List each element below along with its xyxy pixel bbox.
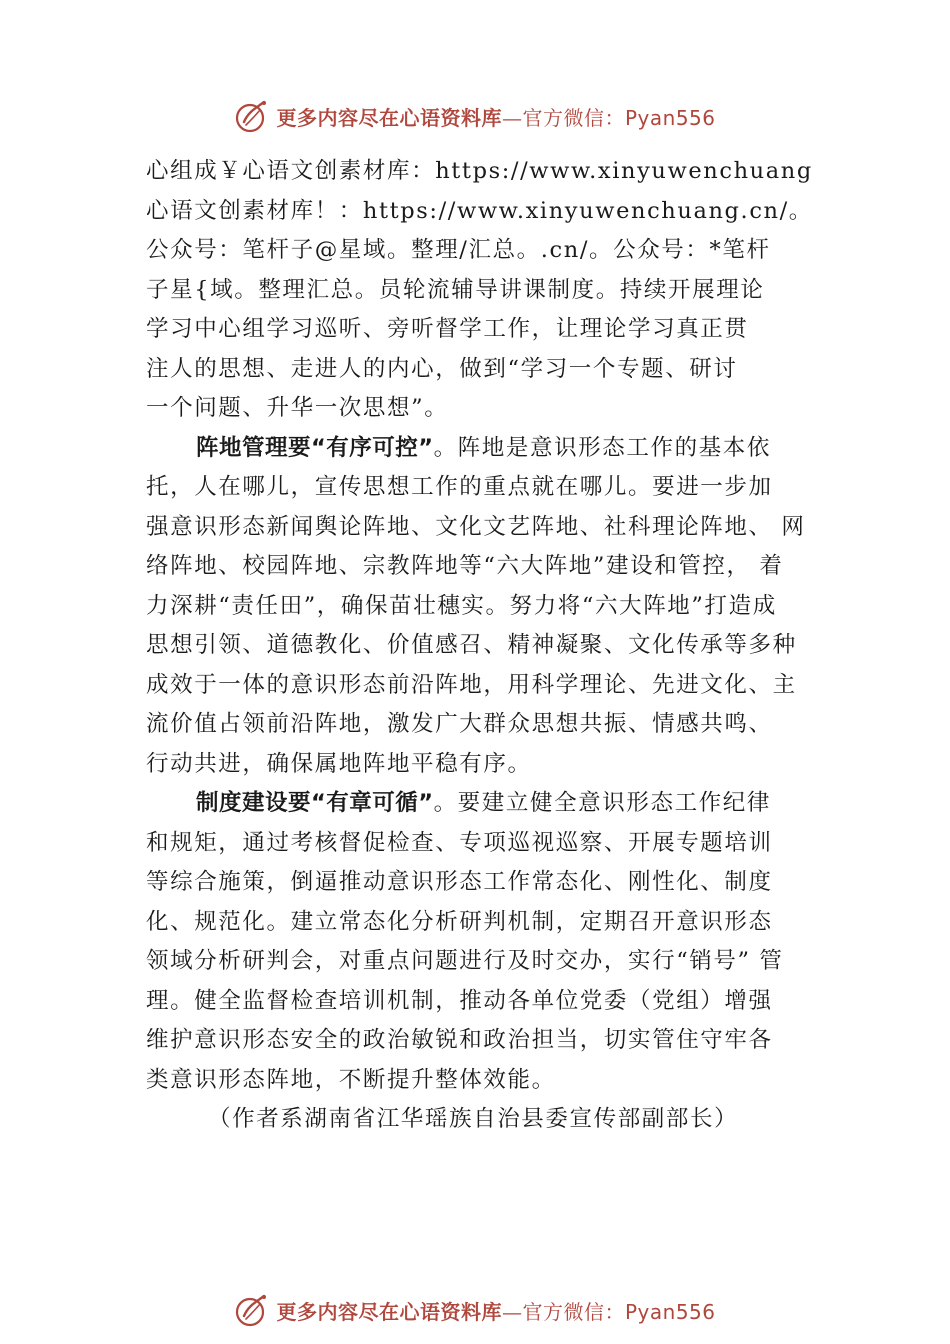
text-line: 流价值占领前沿阵地，激发广大群众思想共振、情感共鸣、 (146, 711, 773, 737)
section-heading-positions: 阵地管理要“有序可控” (196, 434, 434, 461)
text-line: 心组成￥心语文创素材库：https://www.xinyuwenchuang (146, 158, 813, 184)
footer-text (276, 1296, 715, 1325)
footer-handle: Pyan556 (624, 1299, 716, 1324)
document-body (146, 152, 836, 1140)
header-text (276, 102, 715, 131)
header-banner (0, 96, 950, 136)
text-span: 。阵地是意识形态工作的基本依 (433, 434, 771, 461)
text-line: 维护意识形态安全的政治敏锐和政治担当，切实管住守牢各 (146, 1027, 773, 1053)
header-handle: Pyan556 (624, 105, 716, 130)
footer-brand: 更多内容尽在心语资料库 (276, 1299, 502, 1324)
text-line: 化、规范化。建立常态化分析研判机制，定期召开意识形态 (146, 908, 773, 935)
text-line: 成效于一体的意识形态前沿阵地，用科学理论、先进文化、主 (146, 671, 797, 698)
author-byline: （作者系湖南省江华瑶族自治县委宣传部副部长） (208, 1106, 739, 1132)
header-separator: — (501, 105, 523, 130)
brand-logo-icon (234, 1292, 270, 1328)
text-line: 公众号：笔杆子@星域。整理/汇总。.cn/。公众号：*笔杆 (146, 237, 771, 263)
text-line: 理。健全监督检查培训机制，推动各单位党委（党组）增强 (146, 987, 773, 1014)
text-line: 力深耕“责任田”，确保苗壮穗实。努力将“六大阵地”打造成 (146, 592, 777, 619)
header-label: 官方微信： (522, 105, 625, 130)
footer-separator: — (501, 1299, 523, 1324)
paragraph-lead-line (146, 784, 836, 824)
text-line: 注人的思想、走进人的内心，做到“学习一个专题、研讨 (146, 355, 738, 382)
footer-banner (0, 1290, 950, 1330)
text-line: 行动共进，确保属地阵地平稳有序。 (146, 750, 532, 777)
brand-logo-icon (234, 98, 270, 134)
text-line: 和规矩，通过考核督促检查、专项巡视巡察、开展专题培训 (146, 829, 773, 856)
text-line: 类意识形态阵地，不断提升整体效能。 (146, 1066, 556, 1093)
section-heading-system: 制度建设要“有章可循” (196, 790, 434, 816)
text-line: 一个问题、升华一次思想”。 (146, 395, 449, 421)
text-line: 强意识形态新闻舆论阵地、文化文艺阵地、社科理论阵地、 网 (146, 513, 806, 540)
text-line: 子星{域。整理汇总。员轮流辅导讲课制度。持续开展理论 (146, 276, 765, 303)
text-line: 领域分析研判会，对重点问题进行及时交办，实行“销号” 管 (146, 948, 784, 974)
paragraph-lead-line (146, 429, 836, 469)
header-brand: 更多内容尽在心语资料库 (276, 105, 502, 130)
text-line: 等综合施策，倒逼推动意识形态工作常态化、刚性化、制度 (146, 869, 773, 895)
footer-label: 官方微信： (522, 1299, 625, 1324)
text-line: 络阵地、校园阵地、宗教阵地等“六大阵地”建设和管控， 着 (146, 553, 784, 579)
text-line: 学习中心组学习巡听、旁听督学工作，让理论学习真正贯 (146, 316, 749, 342)
text-line: 思想引领、道德教化、价值感召、精神凝聚、文化传承等多种 (146, 632, 797, 658)
text-line: 心语文创素材库！：https://www.xinyuwenchuang.cn/。 (146, 197, 813, 224)
text-line: 托，人在哪儿，宣传思想工作的重点就在哪儿。要进一步加 (146, 474, 773, 500)
text-span: 。要建立健全意识形态工作纪律 (433, 790, 771, 816)
